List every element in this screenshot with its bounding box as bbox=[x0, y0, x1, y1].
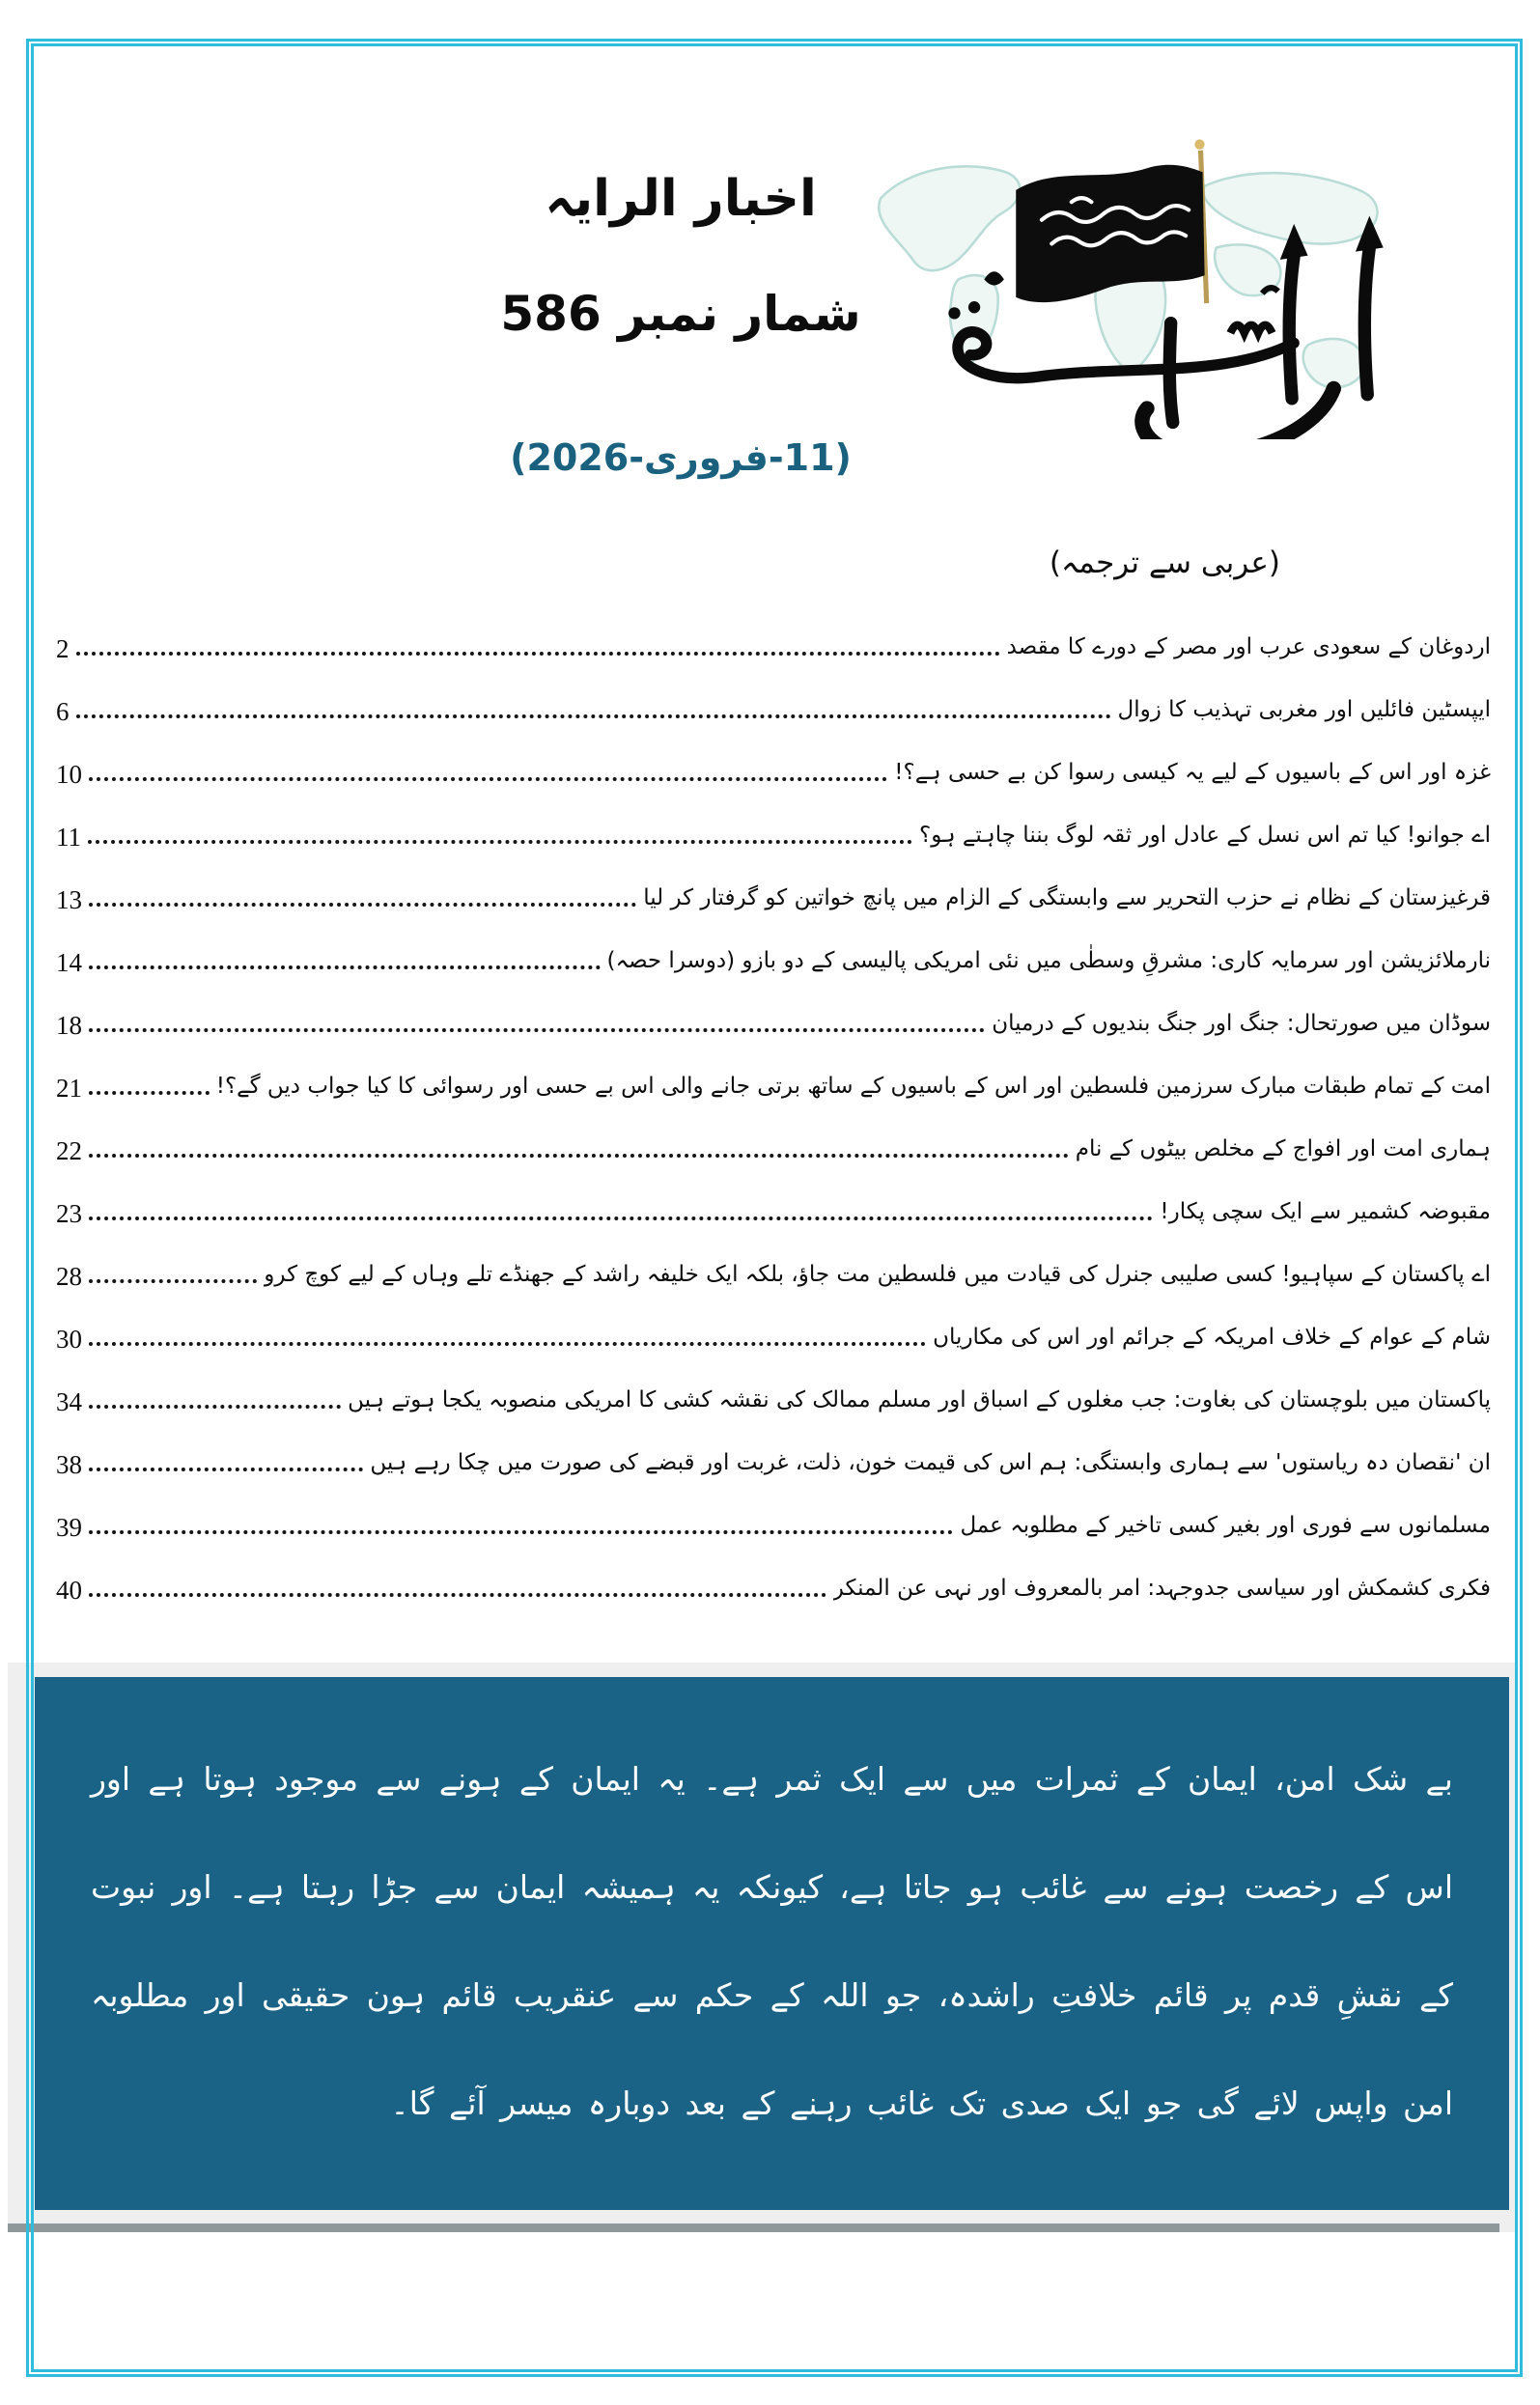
toc-entry-title: ہماری امت اور افواج کے مخلص بیٹوں کے نام bbox=[1075, 1136, 1491, 1161]
toc-dot-leader bbox=[89, 1279, 257, 1283]
toc-dot-leader bbox=[89, 965, 601, 969]
toc-dot-leader bbox=[89, 777, 887, 781]
toc-entry-title: اے جوانو! کیا تم اس نسل کے عادل اور ثقہ لوگ بننا چاہتے ہو؟ bbox=[919, 823, 1491, 848]
toc-entry-title: مسلمانوں سے فوری اور بغیر کسی تاخیر کے مطلوبہ عمل bbox=[960, 1513, 1491, 1538]
toc-dot-leader bbox=[89, 1342, 926, 1346]
toc-entry-page-number: 13 bbox=[56, 885, 82, 914]
table-of-contents bbox=[56, 529, 1491, 1614]
toc-entry-title: امت کے تمام طبقات مبارک سرزمین فلسطین اور اس کے باسیوں کے ساتھ برتی جانے والی اس بے حسی اور رسوائی کا کیا جواب دیں گے؟! bbox=[215, 1074, 1491, 1099]
toc-entry[interactable] bbox=[56, 610, 1491, 673]
horizontal-divider-bar bbox=[8, 2223, 1499, 2232]
toc-entry-page-number: 11 bbox=[56, 823, 81, 852]
toc-entry-page-number: 2 bbox=[56, 634, 70, 663]
toc-entry-title: اردوغان کے سعودی عرب اور مصر کے دورے کا مقصد bbox=[1006, 634, 1491, 659]
issue-date: (11-فروری-2026) bbox=[510, 436, 852, 479]
toc-entry-title: مقبوضہ کشمیر سے ایک سچی پکار! bbox=[1160, 1199, 1491, 1224]
highlight-quote-box: بے شک امن، ایمان کے ثمرات میں سے ایک ثمر ہے۔ یہ ایمان کے ہونے سے موجود ہوتا ہے اور اس کے رخصت ہونے سے غائب ہو جاتا ہے، کیونکہ یہ ہمیشہ ایمان سے جڑا رہتا ہے۔ اور نبوت کے نقشِ قدم پر قائم خلافتِ راشدہ، جو اللہ کے حکم سے عنقریب قائم ہون حقیقی اور مطلوبہ امن واپس لائے گی جو ایک صدی تک غائب رہنے کے بعد دوبارہ میسر آئے گا۔ bbox=[35, 1677, 1509, 2210]
issue-number-line: شمار نمبر 586 bbox=[500, 286, 861, 342]
toc-entry-title: غزہ اور اس کے باسیوں کے لیے یہ کیسی رسوا کن بے حسی ہے؟! bbox=[894, 760, 1491, 785]
toc-section-header: (عربی سے ترجمہ) bbox=[1049, 545, 1280, 580]
toc-entry-title: ان 'نقصان دہ ریاستوں' سے ہماری وابستگی: ہم اس کی قیمت خون، ذلت، غربت اور قبضے کی صورت میں چکا رہے ہیں bbox=[370, 1450, 1491, 1475]
toc-entry[interactable] bbox=[56, 1426, 1491, 1489]
flag-world-map-icon bbox=[867, 126, 1393, 439]
toc-dot-leader bbox=[88, 840, 912, 844]
toc-dot-leader bbox=[89, 1530, 953, 1534]
toc-entry-page-number: 38 bbox=[56, 1450, 82, 1479]
toc-entry[interactable] bbox=[56, 1489, 1491, 1552]
toc-entry-title: اے پاکستان کے سپاہیو! کسی صلیبی جنرل کی قیادت میں فلسطین مت جاؤ، بلکہ ایک خلیفہ راشد کے جھنڈے تلے وہاں کے لیے کوچ کرو bbox=[264, 1262, 1491, 1287]
toc-entry[interactable] bbox=[56, 924, 1491, 987]
newspaper-title: اخبار الرایہ bbox=[545, 170, 817, 228]
toc-entry[interactable] bbox=[56, 1300, 1491, 1363]
toc-entry-title: پاکستان میں بلوچستان کی بغاوت: جب مغلوں کے اسباق اور مسلم ممالک کی نقشہ کشی کا امریکی منصوبہ یکجا ہوتے ہیں bbox=[348, 1387, 1491, 1412]
toc-entry-page-number: 40 bbox=[56, 1576, 82, 1605]
toc-entry[interactable] bbox=[56, 861, 1491, 924]
al-raya-flag-logo bbox=[867, 126, 1393, 439]
toc-entry[interactable] bbox=[56, 987, 1491, 1049]
toc-entry-page-number: 39 bbox=[56, 1513, 82, 1542]
toc-dot-leader bbox=[89, 1028, 985, 1032]
toc-entry[interactable] bbox=[56, 1238, 1491, 1300]
toc-dot-leader bbox=[76, 714, 1111, 718]
toc-entry[interactable] bbox=[56, 673, 1491, 736]
toc-entry-page-number: 10 bbox=[56, 760, 82, 789]
toc-entry-title: نارملائزیشن اور سرمایہ کاری: مشرقِ وسطٰی میں نئی امریکی پالیسی کے دو بازو (دوسرا حصہ) bbox=[606, 948, 1491, 973]
toc-entry-title: فکری کشمکش اور سیاسی جدوجہد: امر بالمعروف اور نہی عن المنکر bbox=[832, 1576, 1491, 1601]
toc-dot-leader bbox=[76, 652, 1000, 656]
toc-dot-leader bbox=[89, 1405, 341, 1409]
toc-dot-leader bbox=[89, 1091, 210, 1095]
toc-entry[interactable] bbox=[56, 1049, 1491, 1112]
toc-entry[interactable] bbox=[56, 1112, 1491, 1175]
toc-entry-page-number: 28 bbox=[56, 1262, 82, 1291]
toc-entry-page-number: 34 bbox=[56, 1387, 82, 1416]
toc-entry-page-number: 18 bbox=[56, 1011, 82, 1040]
toc-entry-page-number: 22 bbox=[56, 1136, 82, 1165]
toc-dot-leader bbox=[89, 1154, 1069, 1158]
toc-dot-leader bbox=[89, 903, 636, 907]
toc-entry-title: شام کے عوام کے خلاف امریکہ کے جرائم اور اس کی مکاریاں bbox=[933, 1325, 1491, 1350]
toc-entry[interactable] bbox=[56, 1175, 1491, 1238]
toc-dot-leader bbox=[89, 1216, 1153, 1220]
toc-entry-title: ایپسٹین فائلیں اور مغربی تہذیب کا زوال bbox=[1117, 697, 1491, 722]
toc-entry-page-number: 21 bbox=[56, 1074, 82, 1103]
toc-dot-leader bbox=[89, 1468, 363, 1471]
toc-entry-page-number: 14 bbox=[56, 948, 82, 977]
toc-entry-page-number: 6 bbox=[56, 697, 70, 726]
toc-entry[interactable] bbox=[56, 1363, 1491, 1426]
toc-entry-page-number: 30 bbox=[56, 1325, 82, 1354]
toc-entry[interactable] bbox=[56, 1552, 1491, 1614]
toc-entry-title: قرغیزستان کے نظام نے حزب التحریر سے وابستگی کے الزام میں پانچ خواتین کو گرفتار کر لیا bbox=[643, 885, 1491, 910]
toc-entry-title: سوڈان میں صورتحال: جنگ اور جنگ بندیوں کے درمیان bbox=[992, 1011, 1491, 1036]
toc-entry[interactable] bbox=[56, 798, 1491, 861]
toc-list bbox=[56, 610, 1491, 1614]
toc-dot-leader bbox=[89, 1593, 826, 1597]
toc-entry-page-number: 23 bbox=[56, 1199, 82, 1228]
toc-entry[interactable] bbox=[56, 736, 1491, 798]
